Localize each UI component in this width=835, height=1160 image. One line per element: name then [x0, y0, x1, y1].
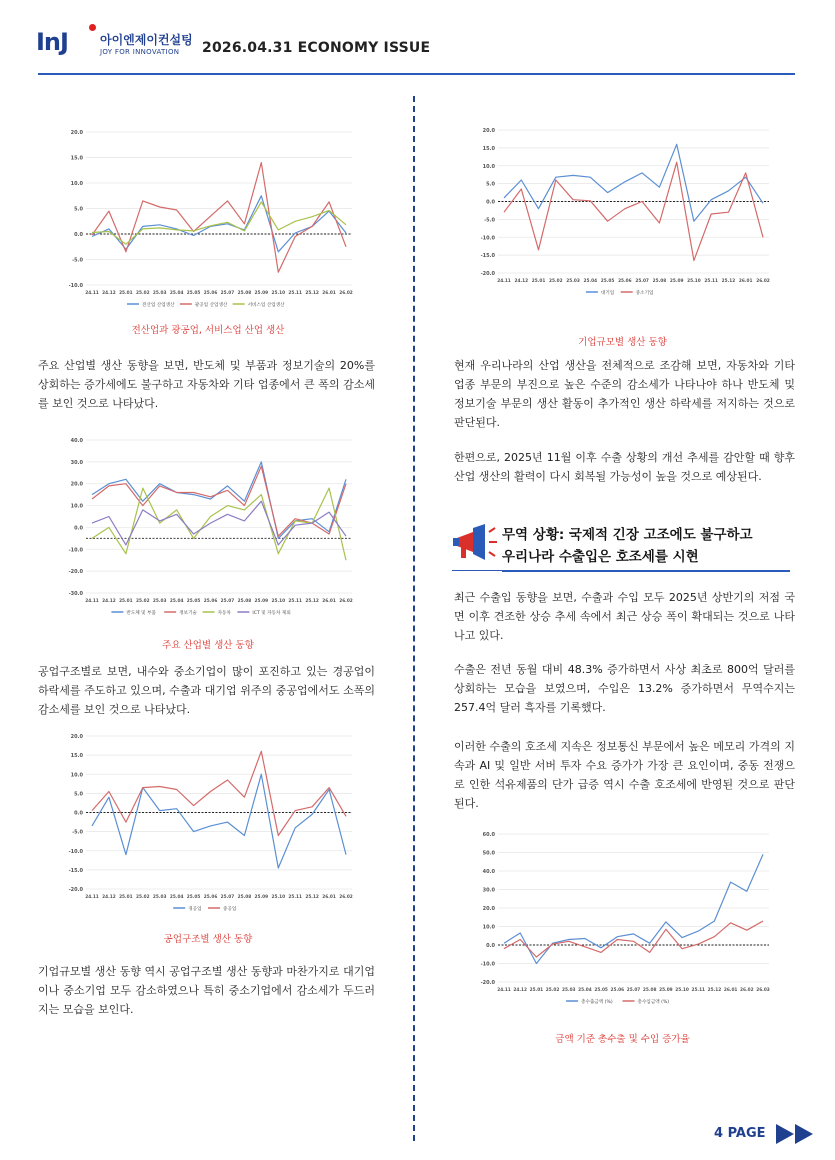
- x-tick-label: 25.03: [566, 279, 580, 284]
- y-tick-label: -5.0: [484, 217, 495, 224]
- series-line-0: [92, 774, 346, 868]
- x-tick-label: 24.11: [497, 279, 511, 284]
- paragraph-6: 최근 수출입 동향을 보면, 수출과 수입 모두 2025년 상반기의 저점 국면 이후 견조한 상승 추세 속에서 최근 상승 폭이 확대되는 것으로 나타나고 있다.: [454, 591, 795, 642]
- x-tick-label: 25.11: [288, 599, 302, 604]
- y-tick-label: 10.0: [482, 163, 495, 170]
- y-tick-label: -5.0: [72, 829, 83, 836]
- x-tick-label: 25.08: [237, 895, 252, 900]
- x-tick-label: 25.01: [531, 279, 546, 284]
- legend-label: ICT 및 자동차 제외: [252, 611, 291, 616]
- y-tick-label: -20.0: [68, 569, 83, 576]
- y-tick-label: 0.0: [486, 943, 495, 949]
- x-tick-label: 24.11: [85, 895, 99, 900]
- x-tick-label: 25.06: [203, 291, 218, 296]
- x-tick-label: 25.05: [186, 895, 201, 900]
- legend-label: 중공업: [223, 907, 237, 912]
- caption-chart3: 공업구조별 생산 동향: [163, 934, 253, 945]
- logo-tagline: JOY FOR INNOVATION: [100, 48, 180, 56]
- x-tick-label: 25.02: [549, 279, 563, 284]
- x-tick-label: 24.11: [85, 291, 99, 296]
- x-tick-label: 25.01: [529, 988, 544, 993]
- y-tick-label: -10.0: [68, 848, 83, 855]
- chart-firm-size: [470, 122, 775, 307]
- x-tick-label: 25.09: [669, 279, 684, 284]
- y-tick-label: 0.0: [74, 810, 83, 817]
- header-rule: [38, 73, 795, 75]
- legend-label: 자동차: [217, 611, 231, 616]
- legend-label: 대기업: [600, 291, 615, 296]
- y-tick-label: 20.0: [70, 130, 83, 136]
- paragraph-5: 한편으로, 2025년 11월 이후 수출 상황의 개선 추세를 감안할 때 향후 산업 생산의 활력이 다시 회복될 가능성이 높을 것으로 예상된다.: [454, 451, 795, 483]
- x-tick-label: 25.04: [169, 895, 184, 900]
- x-tick-label: 25.01: [119, 599, 133, 604]
- x-tick-label: 25.03: [152, 291, 167, 296]
- x-tick-label: 25.09: [254, 599, 269, 604]
- x-tick-label: 26.01: [723, 988, 738, 993]
- megaphone-icon: [451, 522, 499, 564]
- y-tick-label: 10.0: [70, 772, 83, 779]
- x-tick-label: 25.02: [136, 599, 150, 604]
- chart-export-import: [470, 826, 775, 1016]
- caption-chart4: 기업규모별 생산 동향: [578, 337, 667, 348]
- x-tick-label: 26.02: [740, 988, 754, 993]
- y-tick-label: 20.0: [482, 128, 495, 134]
- chart5-svg: [470, 826, 775, 1016]
- company-logo: [36, 22, 196, 64]
- y-tick-label: 40.0: [70, 438, 83, 444]
- logo-korean: 아이엔제이컨설팅: [100, 33, 193, 47]
- legend-label: 총수입금액 (%): [637, 1000, 670, 1005]
- paragraph-4: 현재 우리나라의 산업 생산을 전체적으로 조감해 보면, 자동차와 기타 업종 부문의 부진으로 높은 수준의 감소세가 나타나야 하나 반도체 및 정보기술 부문의 생산 활동이 추가적인 생산 하락세를 저지하는 것으로 판단된다.: [454, 359, 795, 429]
- x-tick-label: 26.02: [756, 279, 770, 284]
- x-tick-label: 25.11: [288, 895, 302, 900]
- x-tick-label: 24.12: [102, 291, 116, 296]
- x-tick-label: 25.02: [136, 291, 150, 296]
- section-heading-line2: 우리나라 수출입은 호조세를 시현: [502, 549, 699, 565]
- x-tick-label: 25.12: [305, 895, 319, 900]
- x-tick-label: 25.08: [642, 988, 657, 993]
- series-line-1: [92, 466, 346, 536]
- x-tick-label: 24.12: [514, 279, 529, 284]
- caption-chart5: 금액 기준 총수출 및 수입 증가율: [555, 1034, 690, 1045]
- x-tick-label: 25.12: [305, 291, 319, 296]
- x-tick-label: 25.04: [583, 279, 598, 284]
- x-tick-label: 25.03: [152, 895, 167, 900]
- y-tick-label: 15.0: [70, 155, 83, 162]
- y-tick-label: -10.0: [480, 961, 495, 968]
- x-tick-label: 25.05: [594, 988, 608, 993]
- x-tick-label: 25.08: [237, 291, 252, 296]
- paragraph-8: 이러한 수출의 호조세 지속은 정보통신 부문에서 높은 메모리 가격의 지속과 AI 및 일반 서버 투자 수요 증가가 가장 큰 요인이며, 중동 전쟁으로 인한 석유제품의 단가 급증 역시 수출 호조세에 반영된 것으로 판단된다.: [454, 740, 795, 810]
- y-tick-label: 50.0: [482, 850, 495, 857]
- paragraph-1: 주요 산업별 생산 동향을 보면, 반도체 및 부품과 정보기술의 20%를 상회하는 증가세에도 불구하고 자동차와 기타 업종에서 큰 폭의 감소세를 보인 것으로 나타났다.: [38, 359, 375, 410]
- x-tick-label: 25.06: [610, 988, 625, 993]
- y-tick-label: 5.0: [486, 181, 495, 188]
- y-tick-label: 10.0: [70, 181, 83, 187]
- x-tick-label: 24.12: [102, 599, 116, 604]
- legend-label: 광공업 산업생산: [194, 303, 228, 308]
- x-tick-label: 25.07: [626, 988, 641, 993]
- y-tick-label: -20.0: [68, 887, 83, 893]
- y-tick-label: 0.0: [486, 199, 495, 206]
- x-tick-label: 25.11: [691, 988, 706, 993]
- x-tick-label: 25.09: [659, 988, 673, 993]
- y-tick-label: 10.0: [482, 924, 495, 931]
- x-tick-label: 25.01: [119, 291, 133, 296]
- x-tick-label: 25.03: [152, 599, 167, 604]
- x-tick-label: 26.02: [339, 291, 353, 296]
- y-tick-label: 20.0: [70, 734, 83, 740]
- chart1-svg: [58, 124, 358, 319]
- x-tick-label: 25.08: [652, 279, 667, 284]
- x-tick-label: 25.06: [203, 895, 218, 900]
- chart-industry-structure: [58, 728, 358, 923]
- section-heading-line1: 무역 상황: 국제적 긴장 고조에도 불구하고: [502, 527, 753, 543]
- y-tick-label: 5.0: [74, 791, 83, 798]
- chart-industry-production: [58, 124, 358, 319]
- legend-label: 중소기업: [635, 291, 654, 296]
- x-tick-label: 25.11: [288, 291, 302, 296]
- x-tick-label: 25.09: [254, 291, 269, 296]
- y-tick-label: -15.0: [68, 867, 83, 874]
- y-tick-label: 40.0: [482, 869, 495, 875]
- x-tick-label: 25.04: [169, 291, 184, 296]
- double-arrow-right-icon[interactable]: [776, 1123, 816, 1145]
- x-tick-label: 25.12: [707, 988, 722, 993]
- y-tick-label: 15.0: [70, 753, 83, 760]
- y-tick-label: 30.0: [482, 887, 495, 894]
- y-tick-label: -10.0: [480, 235, 495, 242]
- x-tick-label: 25.01: [119, 895, 133, 900]
- x-tick-label: 25.02: [136, 895, 150, 900]
- x-tick-label: 25.10: [271, 291, 286, 296]
- y-tick-label: 20.0: [70, 481, 83, 488]
- legend-label: 전산업 산업생산: [142, 303, 175, 308]
- x-tick-label: 25.06: [203, 599, 218, 604]
- x-tick-label: 26.02: [339, 599, 353, 604]
- x-tick-label: 25.04: [169, 599, 184, 604]
- x-tick-label: 25.07: [220, 895, 235, 900]
- issue-title: 2026.04.31 ECONOMY ISSUE: [202, 40, 431, 56]
- x-tick-label: 25.12: [305, 599, 319, 604]
- y-tick-label: 0.0: [74, 525, 83, 532]
- x-tick-label: 24.11: [497, 988, 511, 993]
- section-underline-thin: [452, 570, 502, 571]
- x-tick-label: 26.01: [322, 599, 336, 604]
- y-tick-label: -20.0: [480, 271, 495, 277]
- y-tick-label: 60.0: [482, 832, 495, 838]
- x-tick-label: 25.04: [578, 988, 592, 993]
- paragraph-3: 기업규모별 생산 동향 역시 공업구조별 생산 동향과 마찬가지로 대기업이나 중소기업 모두 감소하였으나 특히 중소기업에서 감소세가 두드러지는 모습을 보인다.: [38, 965, 375, 1016]
- section-underline: [502, 570, 790, 572]
- section-heading: [502, 524, 753, 568]
- chart4-svg: [470, 122, 775, 307]
- x-tick-label: 25.08: [237, 599, 252, 604]
- x-tick-label: 25.10: [675, 988, 689, 993]
- x-tick-label: 25.10: [271, 895, 286, 900]
- x-tick-label: 25.07: [220, 599, 235, 604]
- x-tick-label: 25.06: [618, 279, 632, 284]
- x-tick-label: 24.11: [85, 599, 99, 604]
- x-tick-label: 25.05: [600, 279, 615, 284]
- x-tick-label: 24.12: [102, 895, 116, 900]
- y-tick-label: -10.0: [68, 547, 83, 554]
- y-tick-label: -20.0: [480, 980, 495, 986]
- x-tick-label: 25.11: [704, 279, 718, 284]
- chart2-svg: [58, 432, 358, 627]
- chart3-svg: [58, 728, 358, 923]
- series-line-0: [504, 144, 763, 221]
- caption-chart1: 전산업과 광공업, 서비스업 산업 생산: [131, 325, 285, 336]
- x-tick-label: 25.02: [545, 988, 560, 993]
- y-tick-label: 10.0: [70, 503, 83, 510]
- chart-major-industries: [58, 432, 358, 627]
- caption-chart2: 주요 산업별 생산 동향: [162, 640, 254, 651]
- y-tick-label: 0.0: [74, 232, 83, 238]
- logo-dot: [89, 24, 96, 31]
- series-line-0: [92, 462, 346, 539]
- x-tick-label: 25.10: [687, 279, 701, 284]
- logo-mark: InJ: [36, 28, 68, 56]
- x-tick-label: 25.10: [271, 599, 286, 604]
- legend-label: 총수출금액 (%): [581, 1000, 613, 1005]
- legend-label: 정보기술: [179, 611, 197, 616]
- x-tick-label: 25.05: [186, 599, 201, 604]
- y-tick-label: -5.0: [72, 257, 83, 264]
- x-tick-label: 25.07: [220, 291, 235, 296]
- y-tick-label: 15.0: [482, 145, 495, 152]
- x-tick-label: 25.03: [561, 988, 576, 993]
- legend-label: 반도체 및 부품: [126, 611, 156, 616]
- y-tick-label: 5.0: [74, 206, 83, 213]
- paragraph-2: 공업구조별로 보면, 내수와 중소기업이 많이 포진하고 있는 경공업이 하락세를 주도하고 있으며, 수출과 대기업 위주의 중공업에서도 소폭의 감소세를 보인 것으로 나타났다.: [38, 665, 375, 716]
- x-tick-label: 25.05: [186, 291, 201, 296]
- x-tick-label: 26.02: [339, 895, 353, 900]
- x-tick-label: 24.12: [513, 988, 527, 993]
- x-tick-label: 26.01: [322, 291, 336, 296]
- y-tick-label: 30.0: [70, 459, 83, 466]
- y-tick-label: -10.0: [68, 283, 83, 289]
- y-tick-label: -30.0: [68, 591, 83, 597]
- x-tick-label: 26.03: [756, 988, 770, 993]
- x-tick-label: 25.07: [635, 279, 649, 284]
- x-tick-label: 25.09: [254, 895, 269, 900]
- paragraph-7: 수출은 전년 동월 대비 48.3% 증가하면서 사상 최초로 800억 달러를 상회하는 모습을 보였으며, 수입은 13.2% 증가하면서 무역수지는 257.4억 달러 흑자를 기록했다.: [454, 663, 795, 714]
- x-tick-label: 26.01: [738, 279, 753, 284]
- y-tick-label: -15.0: [480, 253, 495, 260]
- page-number: 4 PAGE: [714, 1126, 766, 1141]
- legend-label: 경공업: [188, 907, 202, 912]
- y-tick-label: 20.0: [482, 906, 495, 912]
- column-divider: [413, 96, 415, 1141]
- legend-label: 서비스업 산업생산: [247, 303, 285, 308]
- x-tick-label: 25.12: [721, 279, 736, 284]
- x-tick-label: 26.01: [322, 895, 336, 900]
